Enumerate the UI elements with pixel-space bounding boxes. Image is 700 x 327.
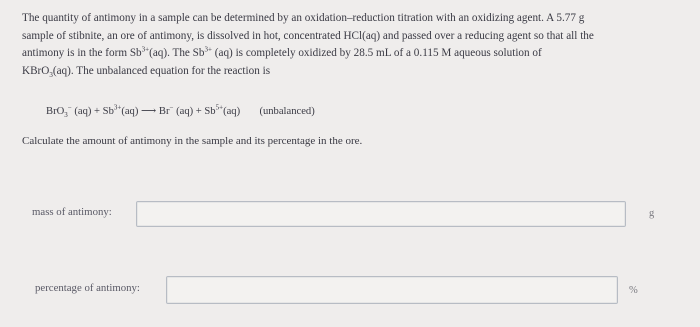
reaction-equation: BrO$_3$− $(aq) + Sb^{3+}(aq)$ ⟶ Br− $(aq) + Sb^{5+}(aq)$ (unbalanced) — [46, 103, 315, 120]
problem-line-3: antimony is in the form $Sb^{3+}(aq)$. The $Sb^{3+}$ (aq) is completely oxidized by 28.5 mL of a 0.115 M aqueous solution of — [22, 45, 542, 59]
question-text: Calculate the amount of antimony in the sample and its percentage in the ore. — [22, 135, 363, 147]
problem-line-2: sample of stibnite, an ore of antimony, is dissolved in hot, concentrated HCl(aq) and passed over a reducing agent so that all the — [22, 29, 594, 42]
percentage-input[interactable] — [166, 276, 618, 304]
percentage-unit: % — [629, 285, 638, 296]
mass-unit: g — [649, 208, 655, 219]
mass-input[interactable] — [136, 201, 626, 227]
problem-line-1: The quantity of antimony in a sample can be determined by an oxidation–reduction titration with an oxidizing agent. A 5.77 g — [22, 12, 585, 24]
percentage-label: percentage of antimony: — [35, 282, 140, 294]
mass-label: mass of antimony: — [32, 206, 112, 218]
problem-line-4: KBrO$_3$(aq). The unbalanced equation for the reaction is — [22, 64, 271, 79]
unbalanced-note: (unbalanced) — [259, 106, 315, 117]
problem-statement — [22, 10, 682, 80]
reaction-arrow: ⟶ — [141, 106, 157, 117]
